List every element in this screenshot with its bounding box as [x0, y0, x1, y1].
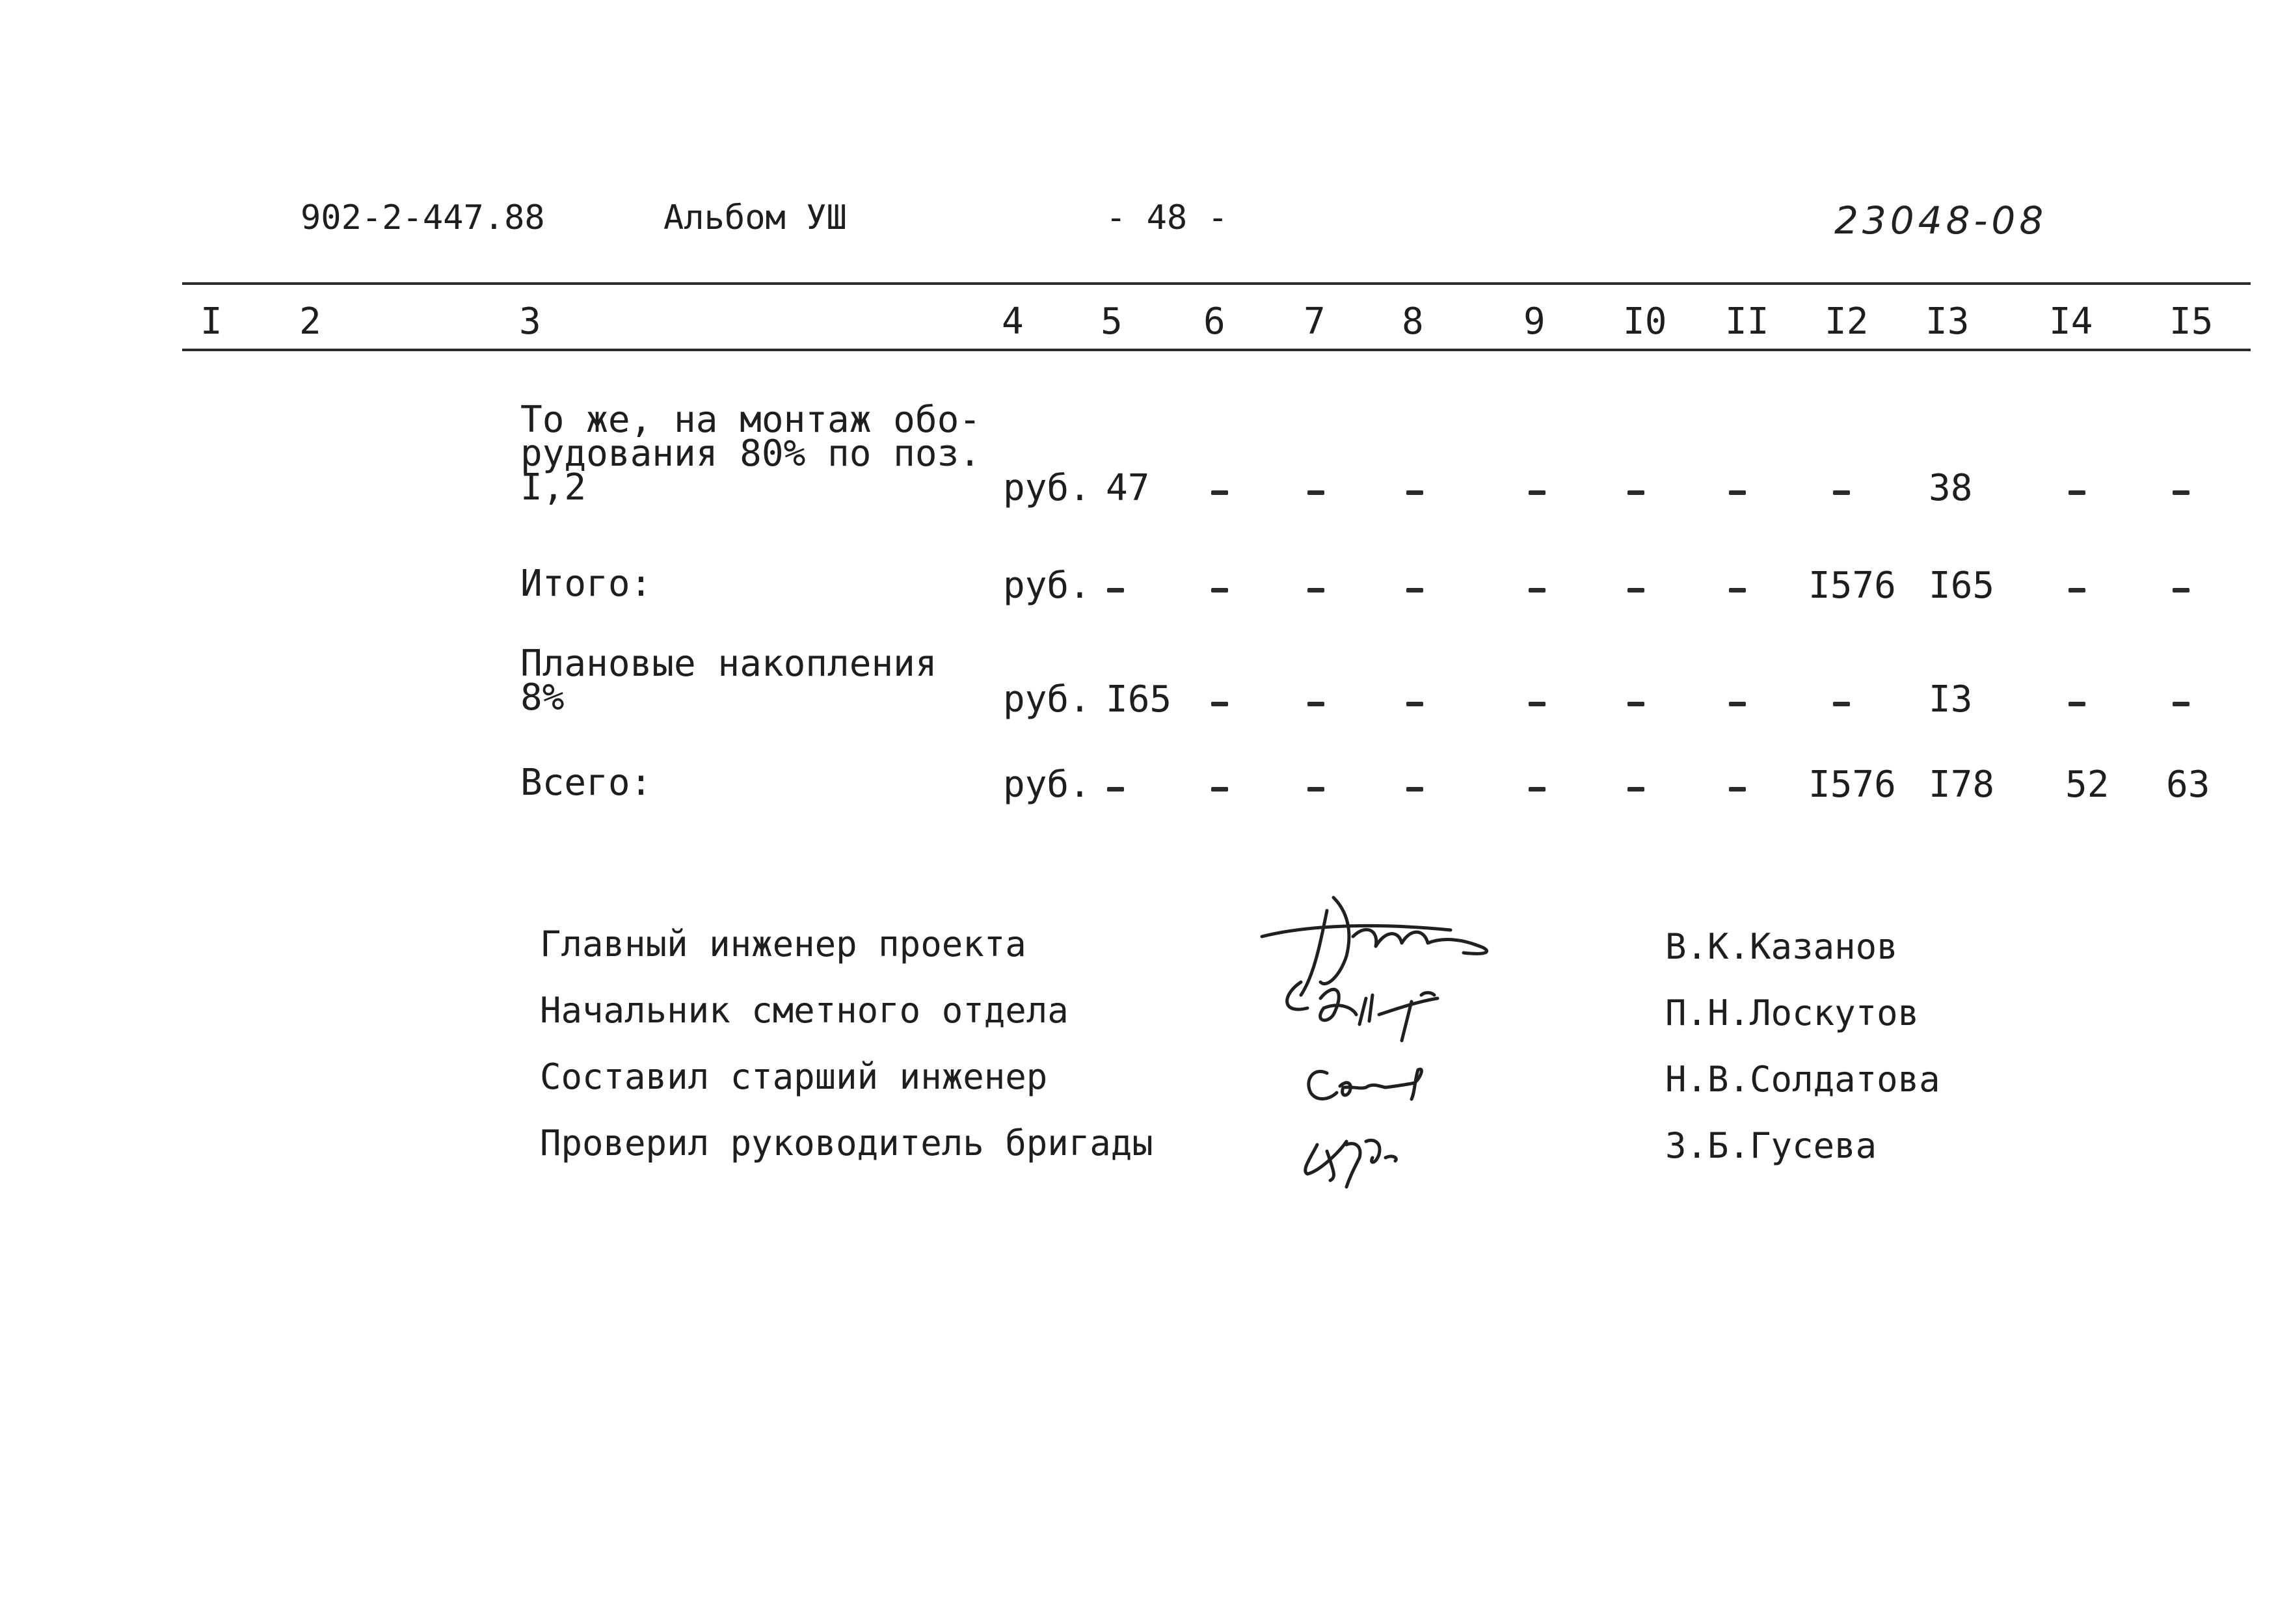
column-number: 9: [1523, 300, 1546, 343]
signature-name: Н.В.Солдатова: [1665, 1059, 1940, 1100]
dash-cell: [1307, 490, 1324, 495]
dash-cell: [1307, 787, 1324, 792]
column-number: 5: [1101, 300, 1123, 343]
column-number: 6: [1203, 300, 1225, 343]
signature-role: Составил старший инженер: [540, 1056, 1048, 1097]
column-number: I: [200, 300, 222, 343]
dash-cell: [1529, 588, 1546, 592]
table-header-rule: [182, 349, 2251, 351]
signature-soldatova: [1309, 1069, 1422, 1099]
column-number: 3: [519, 300, 541, 343]
value-cell: 47: [1106, 467, 1150, 509]
dash-cell: [1107, 787, 1124, 792]
signature-guseva: [1305, 1140, 1397, 1187]
dash-cell: [1729, 787, 1746, 792]
dash-cell: [2173, 702, 2189, 706]
signature-name: З.Б.Гусева: [1665, 1125, 1877, 1166]
row-label: Всего:: [520, 762, 652, 804]
handwritten-signatures: [1255, 885, 1594, 1197]
dash-cell: [1833, 490, 1850, 495]
dash-cell: [2173, 490, 2189, 495]
dash-cell: [1529, 702, 1546, 706]
signature-name: В.К.Казанов: [1665, 926, 1898, 967]
signature-kazanov: [1262, 898, 1487, 995]
unit-cell: руб.: [1003, 467, 1091, 509]
value-cell: I78: [1929, 764, 1995, 806]
column-number: II: [1725, 300, 1769, 343]
dash-cell: [1627, 702, 1644, 706]
row-label: Итого:: [520, 563, 652, 605]
value-cell: 52: [2065, 764, 2109, 806]
column-number: I4: [2049, 300, 2093, 343]
value-cell: I576: [1808, 565, 1896, 607]
row-label: То же, на монтаж обо- рудования 80% по поз. I,2: [520, 399, 982, 509]
row-label: Плановые накопления 8%: [520, 643, 937, 719]
signature-name: П.Н.Лоскутов: [1665, 992, 1920, 1033]
value-cell: I65: [1106, 678, 1172, 721]
dash-cell: [1406, 588, 1423, 592]
dash-cell: [2068, 588, 2085, 592]
dash-cell: [1729, 490, 1746, 495]
dash-cell: [1627, 490, 1644, 495]
unit-cell: руб.: [1003, 764, 1091, 806]
value-cell: 63: [2166, 764, 2210, 806]
column-number: I3: [1925, 300, 1970, 343]
dash-cell: [1529, 490, 1546, 495]
dash-cell: [1211, 787, 1228, 792]
dash-cell: [1627, 588, 1644, 592]
dash-cell: [1107, 588, 1124, 592]
dash-cell: [1211, 702, 1228, 706]
dash-cell: [1211, 490, 1228, 495]
signature-role: Проверил руководитель бригады: [540, 1123, 1153, 1164]
column-number: 2: [299, 300, 321, 343]
dash-cell: [1307, 702, 1324, 706]
page-number: - 48 -: [1106, 198, 1228, 237]
dash-cell: [1406, 702, 1423, 706]
album-label: Альбом УШ: [663, 198, 847, 237]
dash-cell: [2173, 588, 2189, 592]
column-number: I2: [1825, 300, 1869, 343]
dash-cell: [1307, 588, 1324, 592]
dash-cell: [1406, 787, 1423, 792]
dash-cell: [1627, 787, 1644, 792]
column-number: I0: [1623, 300, 1667, 343]
dash-cell: [1211, 588, 1228, 592]
value-cell: I65: [1929, 565, 1995, 607]
dash-cell: [1529, 787, 1546, 792]
column-number: 7: [1304, 300, 1326, 343]
signature-role: Главный инженер проекта: [540, 924, 1026, 965]
dash-cell: [1833, 702, 1850, 706]
signature-loskutov: [1287, 982, 1438, 1041]
dash-cell: [2068, 490, 2085, 495]
archive-number: 23048-08: [1834, 198, 2048, 243]
signature-role: Начальник сметного отдела: [540, 990, 1069, 1031]
column-number: 8: [1402, 300, 1424, 343]
unit-cell: руб.: [1003, 565, 1091, 607]
unit-cell: руб.: [1003, 678, 1091, 721]
value-cell: 38: [1929, 467, 1973, 509]
column-number: 4: [1002, 300, 1024, 343]
dash-cell: [2068, 702, 2085, 706]
table-top-rule: [182, 282, 2251, 285]
dash-cell: [1406, 490, 1423, 495]
dash-cell: [1729, 588, 1746, 592]
document-code: 902-2-447.88: [301, 198, 545, 237]
column-number: I5: [2169, 300, 2214, 343]
dash-cell: [1729, 702, 1746, 706]
value-cell: I3: [1929, 678, 1973, 721]
value-cell: I576: [1808, 764, 1896, 806]
